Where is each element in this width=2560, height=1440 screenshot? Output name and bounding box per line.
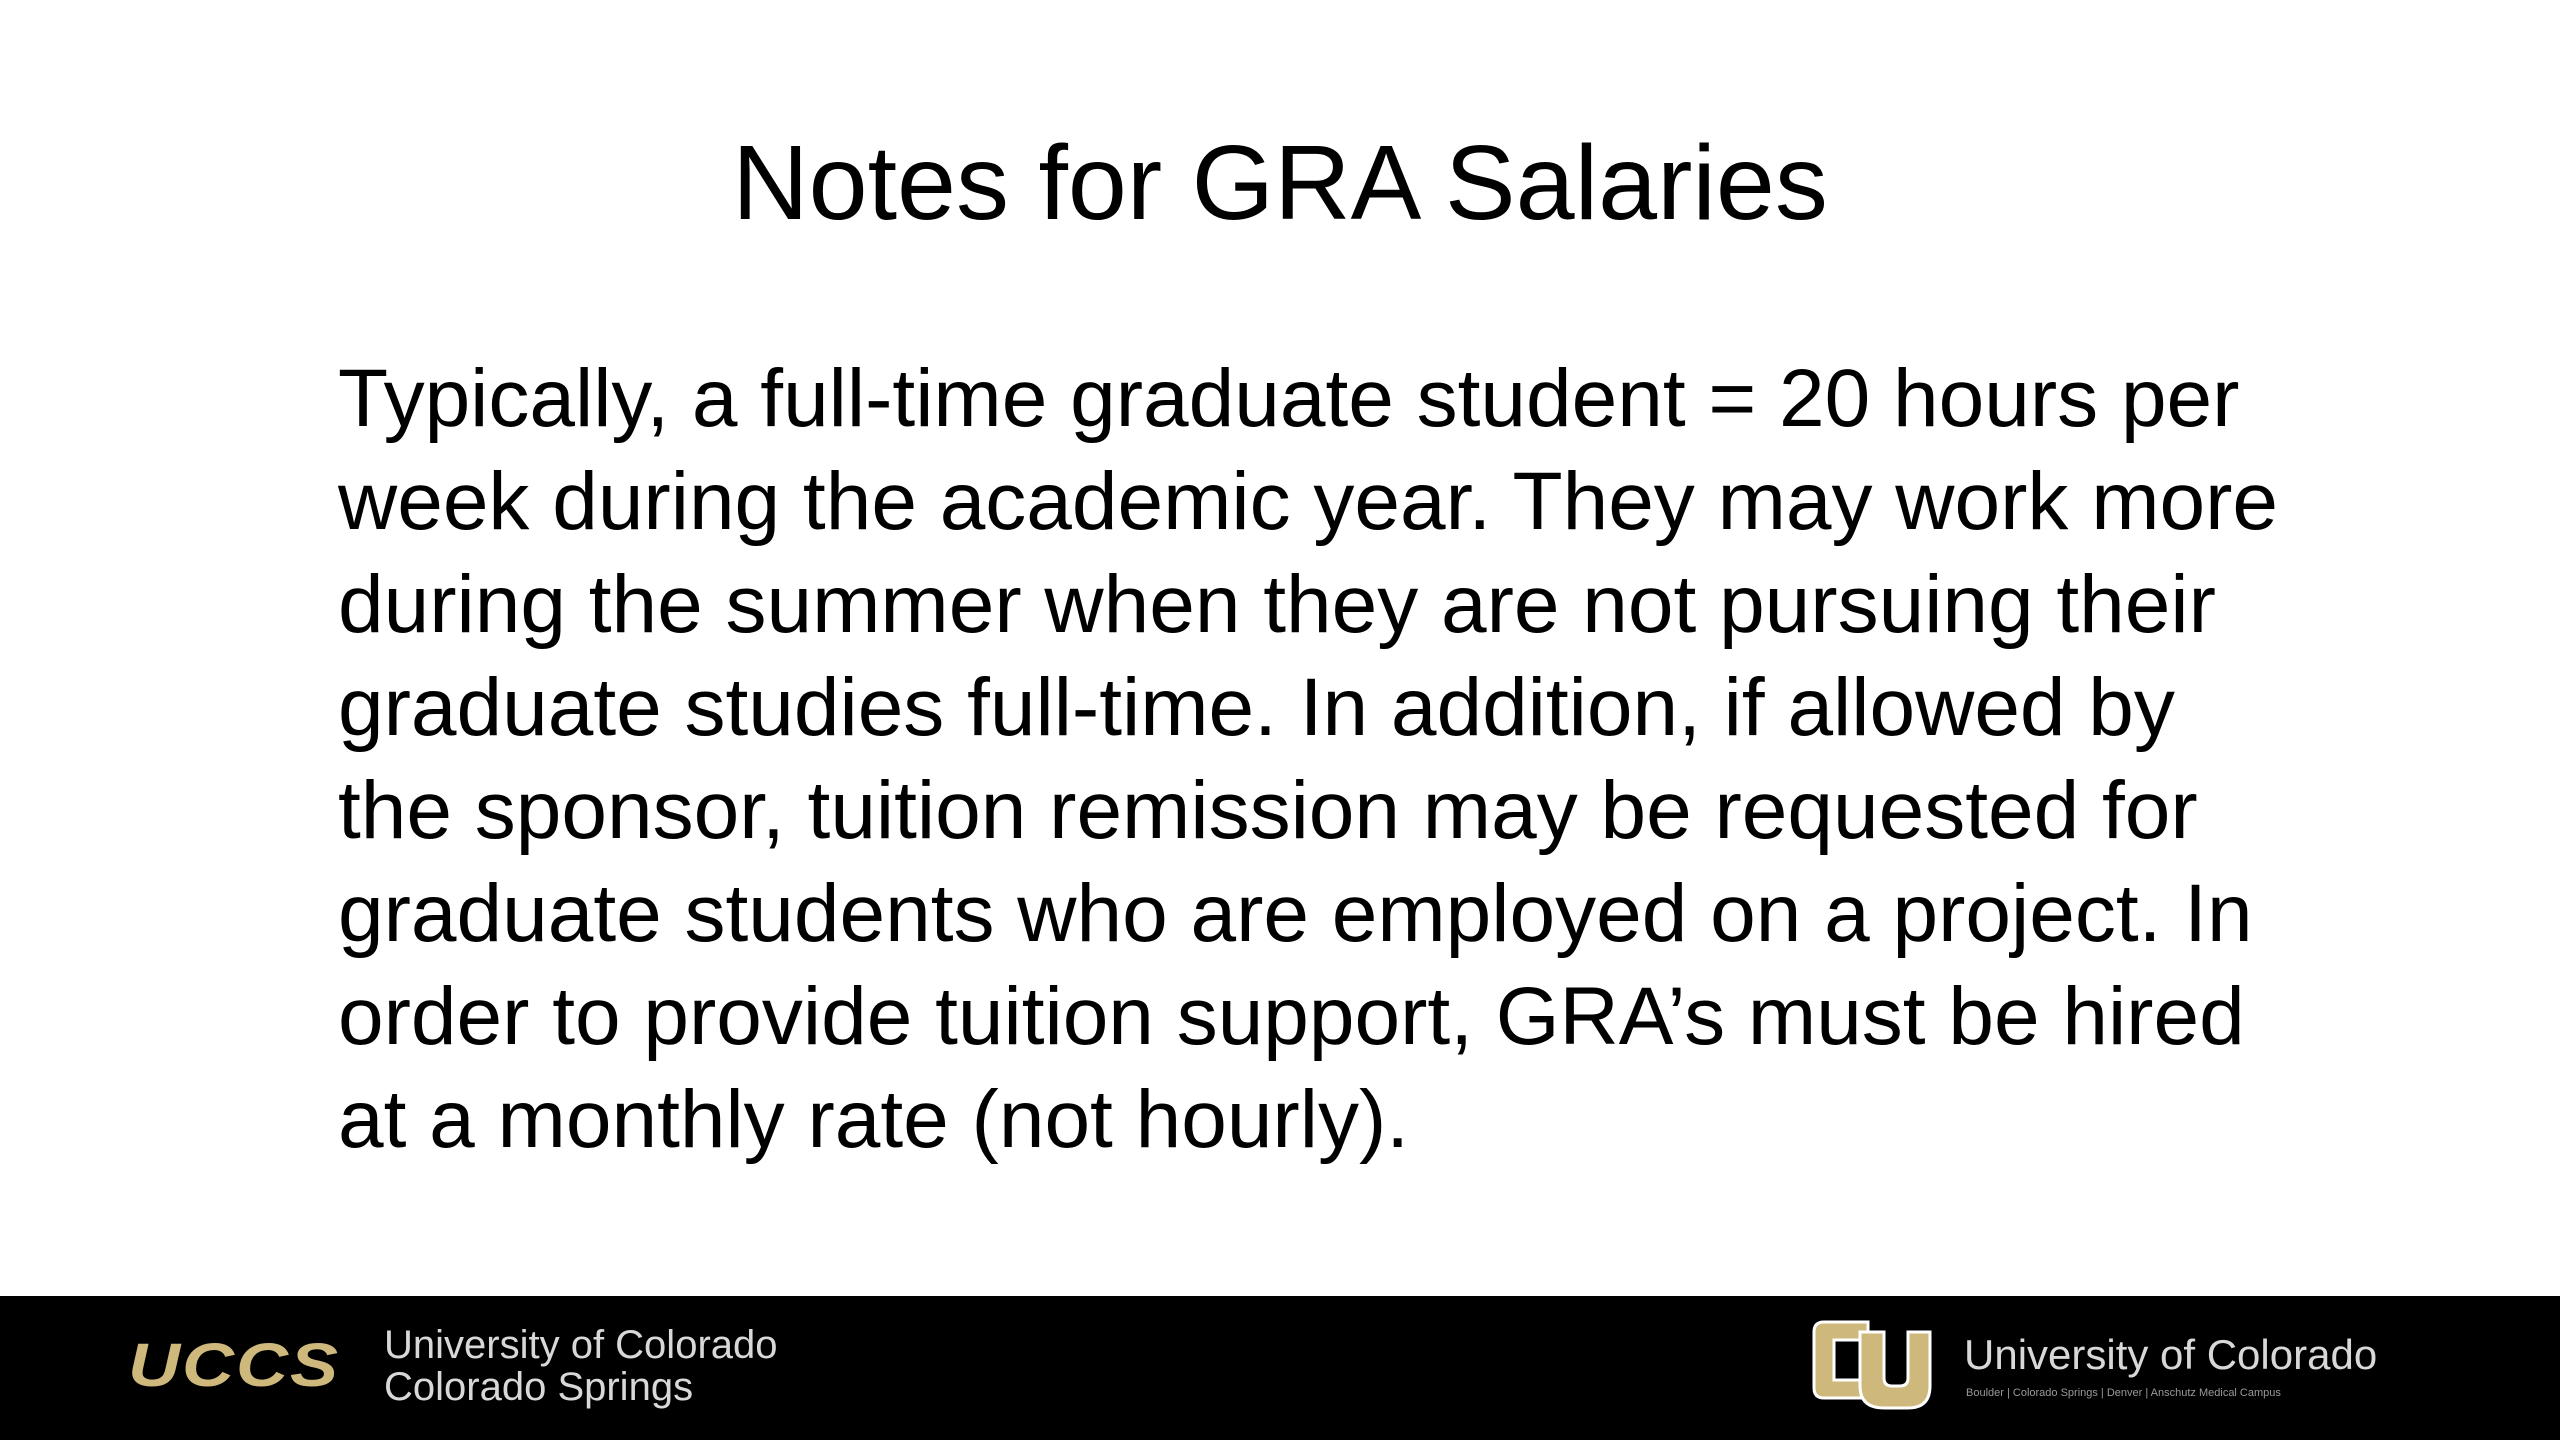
uccs-wordmark <box>384 1324 778 1408</box>
cu-wordmark: University of Colorado <box>1964 1331 2378 1378</box>
cu-logo-icon <box>1810 1316 1934 1412</box>
cu-campus-list: Boulder | Colorado Springs | Denver | Anschutz Medical Campus <box>1966 1387 2281 1399</box>
slide-body-text: Typically, a full-time graduate student = 20 hours per week during the academic year. They may work more during the summer when they are not pursuing their graduate studies full-time. In addition, if allowed by the sponsor, tuition remission may be requested for graduate students who are employed on a project. In order to provide tuition support, GRA’s must be hired at a monthly rate (not hourly). <box>338 353 2279 1165</box>
footer-bar <box>0 1296 2560 1440</box>
uccs-name-line2: Colorado Springs <box>384 1365 694 1409</box>
uccs-logo: UCCS <box>128 1331 341 1400</box>
uccs-name-line1: University of Colorado <box>384 1323 778 1367</box>
slide-title: Notes for GRA Salaries <box>732 124 1828 242</box>
